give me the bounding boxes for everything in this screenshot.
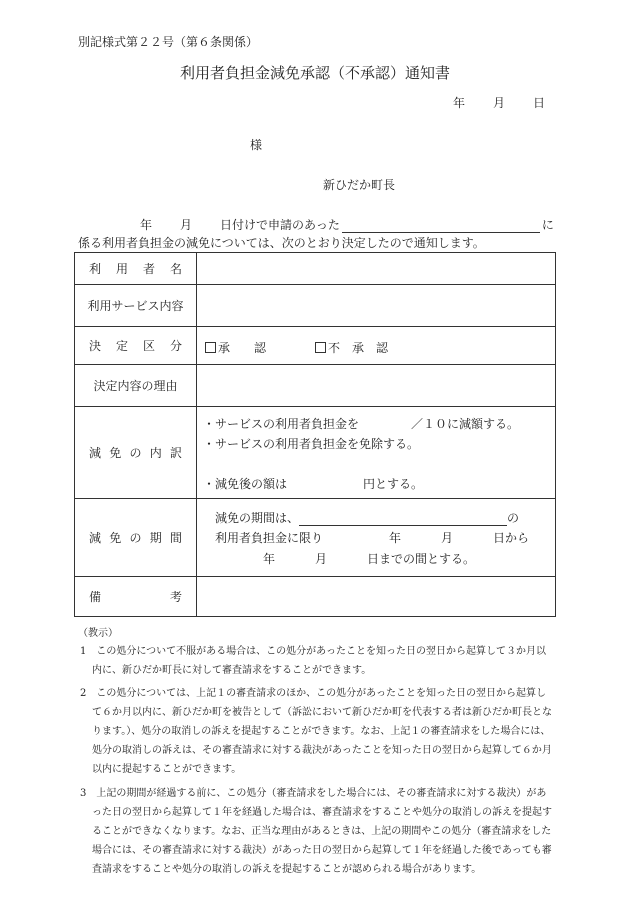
notice-line: 内に、新ひだか町長に対して審査請求をすることができます。: [92, 665, 372, 676]
notice-line: 場合には、その審査請求に対する裁決）があった日の翌日から起算して１年を経過した後であっても審: [92, 845, 552, 856]
breakdown-exempt-line: ・サービスの利用者負担金を免除する。: [203, 437, 420, 451]
approve-checkbox[interactable]: [205, 342, 216, 353]
disapprove-option[interactable]: 不 承 認: [315, 339, 388, 356]
intro-text: 日付けで申請のあった: [220, 218, 340, 232]
service-content-field[interactable]: [197, 285, 556, 327]
notice-line: 2 この処分については、上記１の審査請求のほか、この処分があったことを知った日の翌日から起算し: [80, 688, 547, 699]
intro-month: 月: [180, 218, 193, 232]
period-line-1: 減免の期間は、 の: [215, 511, 520, 525]
table-row: [75, 577, 556, 617]
intro-line-1: [140, 216, 554, 233]
period-line-2: 利用者負担金に限り 年 月 日から: [215, 531, 530, 545]
date-year-label: 年: [453, 96, 466, 110]
notice-line: った日の翌日から起算して１年を経過した場合は、審査請求をすることや処分の取消しの訴えを提起す: [92, 807, 552, 818]
issuer-name: 新ひだか町長: [323, 178, 396, 192]
notice-line: 査請求をすることや処分の取消しの訴えを提起することが認められる場合があります。: [92, 864, 482, 875]
notice-line: ります。）、処分の取消しの訴えを提起することができます。なお、上記１の審査請求をした場合には、: [92, 726, 551, 737]
table-row: [75, 365, 556, 407]
notice-line: 3 上記の期間が経過する前に、この処分（審査請求をした場合には、その審査請求に対する裁決）があ: [80, 788, 547, 799]
decision-category-field: [197, 327, 556, 365]
notice-line: ることができなくなります。なお、正当な理由があるときは、上記の期間やこの処分（審査請求をした: [92, 826, 552, 837]
decision-table: [74, 252, 556, 617]
label-period: 減 免 の 期 間: [75, 499, 197, 577]
period-line-3: 年 月 日までの間とする。: [263, 552, 476, 566]
user-name-field[interactable]: [197, 253, 556, 285]
breakdown-amount-line: ・減免後の額は 円とする。: [203, 477, 424, 491]
label-remarks: 備 考: [75, 577, 197, 617]
period-field: [197, 499, 556, 577]
date-day-label: 日: [533, 96, 546, 110]
label-service-content: 利用サービス内容: [75, 285, 197, 327]
table-row: [75, 407, 556, 499]
issue-date: [453, 94, 545, 111]
notice-line: 1 この処分について不服がある場合は、この処分があったことを知った日の翌日から起算して３か月以: [80, 646, 547, 657]
label-user-name: 利 用 者 名: [75, 253, 197, 285]
disapprove-checkbox[interactable]: [315, 342, 326, 353]
notice-line: て６か月以内に、新ひだか町を被告として（訴訟において新ひだか町を代表する者は新ひだか町長とな: [92, 707, 552, 718]
breakdown-field: [197, 407, 556, 499]
breakdown-reduce-line: ・サービスの利用者負担金を ／１０に減額する。: [203, 417, 520, 431]
label-decision-category: 決 定 区 分: [75, 327, 197, 365]
application-blank-line: [342, 220, 540, 233]
remarks-field[interactable]: [197, 577, 556, 617]
label-breakdown: 減 免 の 内 訳: [75, 407, 197, 499]
notice-line: 処分の取消しの訴えは、その審査請求に対する裁決があったことを知った日の翌日から起算して６か月: [92, 745, 552, 756]
intro-line-2: 係る利用者負担金の減免については、次のとおり決定したので通知します。: [78, 236, 485, 250]
intro-year: 年: [140, 218, 153, 232]
notice-line: 以内に提起することができます。: [92, 764, 242, 775]
table-row: [75, 285, 556, 327]
label-decision-reason: 決定内容の理由: [75, 365, 197, 407]
table-row: [75, 327, 556, 365]
document-title: 利用者負担金減免承認（不承認）通知書: [179, 64, 450, 82]
date-month-label: 月: [493, 96, 506, 110]
table-row: [75, 499, 556, 577]
notice-heading: （教示）: [78, 628, 118, 639]
period-blank-line: [299, 513, 507, 526]
table-row: [75, 253, 556, 285]
form-number: 別記様式第２２号（第６条関係）: [78, 35, 259, 49]
approve-option[interactable]: 承 認: [205, 339, 266, 356]
intro-text-end: に: [541, 218, 554, 232]
decision-reason-field[interactable]: [197, 365, 556, 407]
addressee-suffix: 様: [250, 138, 263, 152]
